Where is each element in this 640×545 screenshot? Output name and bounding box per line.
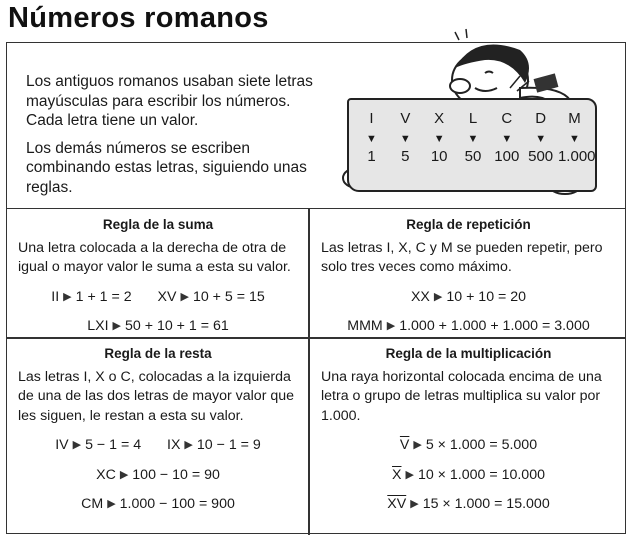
roman-value: 10 — [430, 148, 448, 165]
roman-numeral: XC — [96, 466, 116, 483]
triangle-icon: ▶ — [410, 498, 419, 510]
roman-letter: X — [434, 110, 445, 127]
roman-numeral: IX — [167, 437, 181, 453]
example-line — [18, 436, 298, 457]
triangle-icon: ▶ — [413, 439, 422, 451]
roman-numeral: MMM — [347, 318, 383, 334]
roman-numeral: IV — [55, 437, 69, 453]
down-arrow-icon: ▼ — [366, 133, 377, 145]
rule-title: Regla de la resta — [104, 346, 212, 361]
example-line — [321, 288, 616, 309]
roman-values-row — [355, 148, 596, 165]
roman-numeral: XX — [410, 288, 430, 305]
example-expression: 10 × 1.000 = 10.000 — [417, 466, 545, 483]
roman-value: 5 — [401, 148, 410, 165]
rule-title: Regla de la multiplicación — [385, 346, 552, 361]
example-line — [18, 495, 298, 516]
roman-letter: V — [400, 110, 411, 127]
roman-numeral-overline: $\overline{V}$ — [399, 437, 410, 453]
rule-box-suma — [6, 209, 308, 337]
page-title: Números romanos — [8, 2, 269, 34]
intro-paragraph-2: Los demás números se escriben combinando estas letras, siguiendo unas reglas. — [26, 139, 307, 196]
roman-cartoon-illustration — [335, 28, 605, 198]
rule-title: Regla de la suma — [102, 217, 214, 232]
example-line — [18, 466, 298, 487]
roman-numeral-overline: $\overline{X}$ — [392, 466, 402, 483]
intro-text — [26, 72, 326, 205]
triangle-icon: ▶ — [119, 468, 129, 481]
roman-numeral: XV — [157, 288, 177, 305]
roman-value: 1 — [367, 148, 376, 165]
example-expression: 1.000 − 100 = 900 — [119, 496, 235, 512]
triangle-icon: ▶ — [63, 290, 72, 303]
down-arrow-icon: ▼ — [535, 133, 547, 145]
down-arrow-icon: ▼ — [433, 133, 445, 145]
roman-letter: I — [369, 110, 374, 127]
roman-letter: D — [535, 110, 547, 127]
roman-value: 50 — [464, 148, 482, 165]
example-line — [321, 495, 616, 516]
example-line — [18, 288, 298, 309]
roman-numeral-overline: $\overline{XV}$ — [387, 496, 407, 512]
example-expression: 10 − 1 = 9 — [196, 437, 261, 453]
example-line — [321, 466, 616, 487]
rule-box-multiplicacion — [309, 338, 626, 535]
example-expression: 10 + 10 = 20 — [446, 288, 527, 305]
triangle-icon: ▶ — [107, 498, 116, 510]
roman-letter: C — [501, 110, 513, 127]
triangle-icon: ▶ — [386, 320, 396, 332]
triangle-icon: ▶ — [112, 320, 121, 332]
example-line — [321, 317, 616, 338]
roman-numeral: CM — [81, 496, 104, 512]
rule-description: Una raya horizontal colocada encima de una letra o grupo de letras multiplica su valor por 1.000. — [321, 368, 602, 424]
example-expression: 50 + 10 + 1 = 61 — [125, 318, 229, 334]
example-expression: 10 + 5 = 15 — [192, 288, 265, 305]
rules-grid — [6, 208, 626, 534]
example-line — [321, 436, 616, 457]
intro-paragraph-1: Los antiguos romanos usaban siete letras mayúsculas para escribir los números. Cada letra tiene un valor. — [26, 73, 313, 129]
example-expression: 100 − 10 = 90 — [132, 466, 220, 483]
roman-numeral: II — [51, 288, 60, 305]
arrows-row — [355, 133, 591, 145]
rule-box-resta — [6, 338, 308, 535]
roman-numeral: LXI — [87, 318, 109, 334]
roman-letters-row — [355, 110, 591, 127]
rule-description: Las letras I, X o C, colocadas a la izquierda de una de las dos letras de mayor valor que les siguen, le restan a esta su valor. — [18, 368, 295, 424]
triangle-icon: ▶ — [184, 439, 193, 451]
rule-box-repeticion — [309, 209, 626, 337]
roman-letter: M — [568, 110, 581, 127]
stone-tablet — [347, 98, 597, 192]
down-arrow-icon: ▼ — [501, 133, 513, 145]
rule-description: Una letra colocada a la derecha de otra de igual o mayor valor le suma a esta su valor. — [18, 239, 291, 275]
example-line — [18, 317, 298, 338]
example-expression: 1.000 + 1.000 + 1.000 = 3.000 — [399, 318, 590, 334]
example-expression: 15 × 1.000 = 15.000 — [422, 496, 550, 512]
down-arrow-icon: ▼ — [399, 133, 411, 145]
roman-value: 500 — [528, 148, 554, 165]
rule-title: Regla de repetición — [406, 217, 531, 232]
example-expression: 5 × 1.000 = 5.000 — [425, 437, 538, 453]
triangle-icon: ▶ — [433, 290, 443, 303]
triangle-icon: ▶ — [405, 468, 414, 481]
example-expression: 1 + 1 = 2 — [75, 288, 132, 305]
roman-value: 1.000 — [557, 148, 596, 165]
roman-letter: L — [468, 110, 478, 127]
roman-value: 100 — [494, 148, 520, 165]
triangle-icon: ▶ — [180, 290, 189, 303]
triangle-icon: ▶ — [72, 439, 82, 451]
down-arrow-icon: ▼ — [569, 133, 580, 145]
rule-description: Las letras I, X, C y M se pueden repetir, pero solo tres veces como máximo. — [321, 239, 603, 275]
down-arrow-icon: ▼ — [467, 133, 479, 145]
example-expression: 5 − 1 = 4 — [85, 437, 142, 453]
